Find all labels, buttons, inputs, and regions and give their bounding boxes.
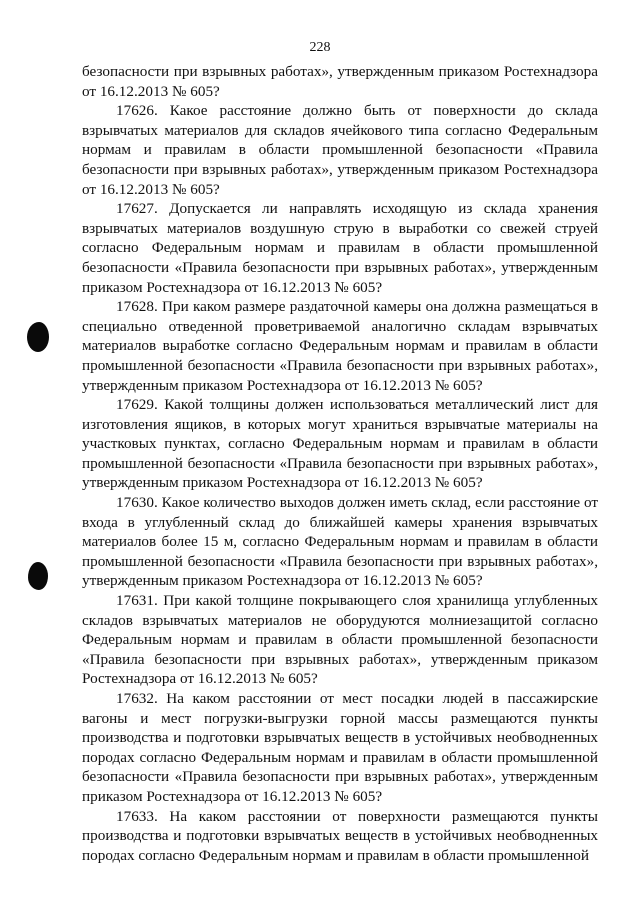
question-17631: 17631. При какой толщине покрывающего слоя хранилища углубленных складов взрывчатых материалов не оборудуются молниезащитой согласно Федеральным нормам и правилам в области промышленной безопасности «Правила безопасности при взрывных работах», утвержденным приказом Ростехнадзора от 16.12.2013 № 605? xyxy=(82,592,598,688)
punch-hole-mark xyxy=(27,322,49,352)
document-body xyxy=(82,62,598,865)
question-17632: 17632. На каком расстоянии от мест посадки людей в пассажирские вагоны и мест погрузки-выгрузки горной массы размещаются пункты производства и подготовки взрывчатых веществ в устойчивых необводненных породах согласно Федеральным нормам и правилам в области промышленной безопасности «Правила безопасности при взрывных работах», утвержденным приказом Ростехнадзора от 16.12.2013 № 605? xyxy=(82,690,598,805)
question-17633: 17633. На каком расстоянии от поверхности размещаются пункты производства и подготовки взрывчатых веществ в устойчивых необводненных породах согласно Федеральным нормам и правилам в области промышленной xyxy=(82,807,598,864)
question-17629: 17629. Какой толщины должен использоваться металлический лист для изготовления ящиков, в которых могут храниться взрывчатые материалы на участковых пунктах, согласно Федеральным нормам и правилам в области промышленной безопасности «Правила безопасности при взрывных работах», утвержденным приказом Ростехнадзора от 16.12.2013 № 605? xyxy=(82,396,598,492)
question-17630: 17630. Какое количество выходов должен иметь склад, если расстояние от входа в углубленный склад до ближайшей камеры хранения взрывчатых материалов более 15 м, согласно Федеральным нормам и правилам в области промышленной безопасности «Правила безопасности при взрывных работах», утвержденным приказом Ростехнадзора от 16.12.2013 № 605? xyxy=(82,494,598,590)
question-17627: 17627. Допускается ли направлять исходящую из склада хранения взрывчатых материалов воздушную струю в выработки со свежей струей согласно Федеральным нормам и правилам в области промышленной безопасности «Правила безопасности при взрывных работах», утвержденным приказом Ростехнадзора от 16.12.2013 № 605? xyxy=(82,200,598,296)
paragraph-continuation: безопасности при взрывных работах», утвержденным приказом Ростехнадзора от 16.12.2013 № 605? xyxy=(82,63,598,100)
page-number: 228 xyxy=(309,40,331,55)
question-17628: 17628. При каком размере раздаточной камеры она должна размещаться в специально отведенной проветриваемой аналогично складам взрывчатых материалов выработке согласно Федеральным нормам и правилам в области промышленной безопасности «Правила безопасности при взрывных работах», утвержденным приказом Ростехнадзора от 16.12.2013 № 605? xyxy=(82,298,598,394)
punch-hole-mark xyxy=(28,562,48,590)
question-17626: 17626. Какое расстояние должно быть от поверхности до склада взрывчатых материалов для складов ячейкового типа согласно Федеральным нормам и правилам в области промышленной безопасности «Правила безопасности при взрывных работах», утвержденным приказом Ростехнадзора от 16.12.2013 № 605? xyxy=(82,102,598,198)
